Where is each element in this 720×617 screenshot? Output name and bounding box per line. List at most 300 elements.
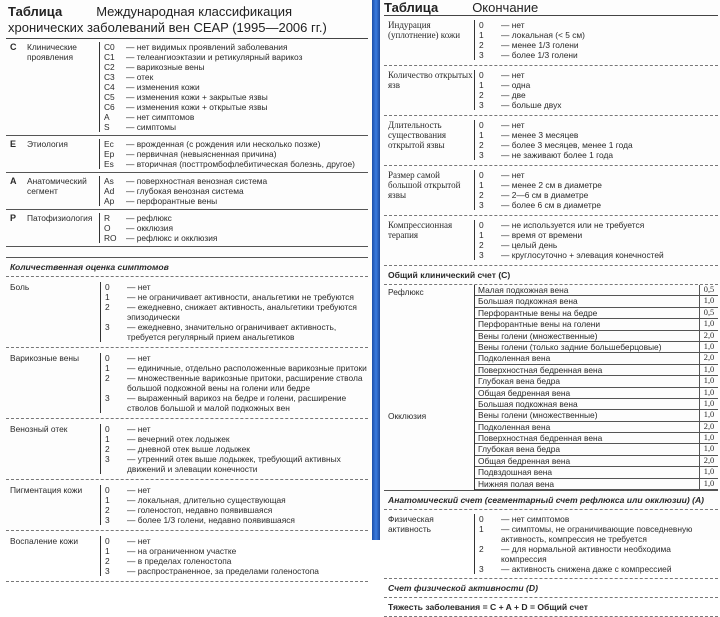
item-code: 1 (479, 30, 484, 40)
item-code: Ad (104, 186, 115, 196)
item-text: — изменения кожи (126, 82, 200, 92)
classification-row (6, 173, 368, 210)
list-item (105, 292, 368, 302)
item-text: — ежедневно, снижает активность, анальгетики требуются эпизодически (127, 302, 357, 322)
item-code: 0 (105, 353, 110, 363)
score-name: Подвздошная вена (478, 467, 553, 478)
item-code: 3 (105, 393, 110, 403)
item-code: C0 (104, 42, 115, 52)
section-heading: Анатомический счет (сегментарный счет рефлюкса или окклюзии) (A) (384, 490, 718, 510)
item-list (475, 70, 718, 110)
score-name: Нижняя полая вена (478, 478, 555, 489)
list-item (105, 444, 368, 454)
left-page (0, 0, 372, 576)
item-text: — 2—6 см в диаметре (501, 190, 589, 200)
symptom-row (384, 116, 718, 166)
list-item (479, 150, 718, 160)
item-text: — изменения кожи + закрытые язвы (126, 92, 268, 102)
item-list (475, 120, 718, 160)
item-text: — симптомы, не ограничивающие повседневную активность, компрессия не требуется (501, 524, 693, 545)
list-item (104, 122, 368, 132)
item-text: — варикозные вены (126, 62, 205, 72)
score-row (475, 285, 718, 296)
list-item (479, 230, 718, 240)
list-item (479, 30, 718, 40)
item-text: — менее 1/3 голени (501, 40, 579, 50)
score-name: Большая подкожная вена (478, 296, 578, 307)
list-item (105, 454, 368, 474)
symptom-row (384, 216, 718, 266)
score-value: 0,5 (699, 308, 718, 318)
score-name: Поверхностная бедренная вена (478, 364, 603, 375)
item-code: 2 (479, 544, 484, 555)
item-code: 1 (479, 230, 484, 240)
score-name: Перфорантные вены на голени (478, 319, 601, 330)
item-text: — вторичная (посттромбофлебитическая болезнь, другое) (126, 159, 355, 169)
score-row (475, 410, 718, 421)
item-code: RO (104, 233, 117, 243)
score-value: 1,0 (699, 319, 718, 329)
item-code: C5 (104, 92, 115, 102)
item-list (100, 139, 368, 169)
list-item (104, 139, 368, 149)
item-text: — две (501, 90, 526, 100)
symptom-row (6, 480, 368, 531)
item-code: 3 (105, 515, 110, 525)
item-code: R (104, 213, 111, 223)
item-text: — не используется или не требуется (501, 220, 645, 230)
item-code: 1 (105, 292, 110, 302)
list-item (104, 102, 368, 112)
item-text: — нет (501, 20, 525, 30)
score-value: 1,0 (699, 444, 718, 454)
item-code: As (104, 176, 114, 186)
section-heading: Счет физической активности (D) (384, 579, 718, 598)
score-row (475, 433, 718, 444)
list-item (479, 220, 718, 230)
class-label: Этиология (24, 139, 100, 169)
score-group (384, 399, 718, 490)
item-code: 1 (105, 434, 110, 444)
score-row (475, 422, 718, 433)
score-row (475, 353, 718, 364)
list-item (479, 90, 718, 100)
symptom-label: Боль (6, 282, 101, 342)
list-item (105, 556, 368, 566)
item-text: — нет (501, 120, 525, 130)
score-row (475, 308, 718, 319)
item-code: 2 (479, 240, 484, 250)
item-text: — время от времени (501, 230, 583, 240)
section-heading: Тяжесть заболевания = C + A + D = Общий счет (384, 598, 718, 617)
score-value: 2,0 (699, 422, 718, 432)
symptom-label: Количество открытых язв (384, 70, 475, 110)
score-row (475, 319, 718, 330)
list-item (105, 424, 368, 434)
left-title (8, 4, 368, 36)
item-text: — менее 2 см в диаметре (501, 180, 602, 190)
symptom-label: Размер самой большой открытой язвы (384, 170, 475, 210)
score-value: 2,0 (699, 331, 718, 341)
item-code: C3 (104, 72, 115, 82)
item-code: C1 (104, 52, 115, 62)
class-letter: E (10, 139, 17, 149)
score-name: Глубокая вена бедра (478, 376, 561, 387)
item-text: — менее 3 месяцев (501, 130, 579, 140)
class-label: Клинические проявления (24, 42, 100, 132)
symptom-label: Воспаление кожи (6, 536, 101, 576)
item-code: 1 (479, 130, 484, 140)
item-text: — рефлюкс и окклюзия (126, 233, 218, 243)
item-text: — нет (127, 424, 151, 434)
item-code: 3 (479, 100, 484, 110)
score-table-body (474, 399, 718, 490)
score-group-label: Окклюзия (388, 410, 427, 421)
list-item (105, 495, 368, 505)
item-text: — нет симптомов (501, 514, 570, 525)
classification-row (6, 39, 368, 136)
list-item (104, 233, 368, 243)
score-row (475, 296, 718, 307)
list-item (479, 40, 718, 50)
symptom-label: Пигментация кожи (6, 485, 101, 525)
item-list (101, 536, 368, 576)
list-item (479, 50, 718, 60)
item-code: 0 (479, 70, 484, 80)
list-item (105, 302, 368, 322)
item-code: 3 (479, 200, 484, 210)
item-code: 3 (479, 564, 484, 575)
item-code: 0 (479, 20, 484, 30)
score-name: Глубокая вена бедра (478, 444, 561, 455)
right-page (380, 0, 720, 613)
item-text: — отек (126, 72, 154, 82)
score-value: 2,0 (699, 456, 718, 466)
item-code: 1 (105, 363, 110, 373)
item-text: — окклюзия (126, 223, 174, 233)
item-list (101, 485, 368, 525)
item-text: — нет (127, 353, 151, 363)
item-list (474, 514, 718, 574)
class-letter: P (10, 213, 17, 223)
score-group (384, 285, 718, 399)
symptom-row (384, 166, 718, 216)
item-code: 1 (105, 546, 110, 556)
item-text: — нет симптомов (126, 112, 195, 122)
item-text: — телеангиоэктазии и ретикулярный варикоз (126, 52, 303, 62)
classification-table (6, 38, 368, 582)
item-text: — нет (127, 536, 151, 546)
list-item (104, 196, 368, 206)
score-value: 1,0 (699, 410, 718, 420)
list-item (104, 82, 368, 92)
list-item (105, 485, 368, 495)
score-name: Вены голени (множественные) (478, 410, 598, 421)
item-text: — ежедневно, значительно ограничивает активность, требуется регулярный прием анальгетиков (127, 322, 337, 342)
list-item (104, 42, 368, 52)
list-item (479, 544, 718, 564)
symptom-row (6, 531, 368, 582)
item-text: — единичные, отдельно расположенные варикозные притоки (127, 363, 367, 373)
list-item (105, 505, 368, 515)
item-code: O (104, 223, 111, 233)
list-item (479, 514, 718, 524)
list-item (479, 120, 718, 130)
item-text: — более 3 месяцев, менее 1 года (501, 140, 633, 150)
item-code: C4 (104, 82, 115, 92)
list-item (104, 176, 368, 186)
symptom-row (6, 277, 368, 348)
list-item (105, 373, 368, 393)
list-item (104, 186, 368, 196)
item-text: — не заживают более 1 года (501, 150, 614, 160)
item-code: 2 (479, 40, 484, 50)
item-code: 2 (479, 140, 484, 150)
item-code: C6 (104, 102, 115, 112)
score-value: 1,0 (699, 433, 718, 443)
item-text: — рефлюкс (126, 213, 172, 223)
list-item (105, 393, 368, 413)
activity-label: Физическая активность (388, 514, 434, 535)
list-item (104, 213, 368, 223)
class-label: Патофизиология (24, 213, 100, 243)
score-value: 1,0 (699, 376, 718, 386)
score-row (475, 456, 718, 467)
list-item (479, 140, 718, 150)
score-row (475, 444, 718, 455)
item-text: — выраженный варикоз на бедре и голени, расширение стволов большой и малой подкожных вен (127, 393, 347, 413)
item-code: 1 (479, 80, 484, 90)
item-code: 3 (105, 322, 110, 332)
item-text: — целый день (501, 240, 558, 250)
item-text: — врожденная (с рождения или несколько позже) (126, 139, 321, 149)
symptom-row (6, 348, 368, 419)
list-item (104, 92, 368, 102)
score-name: Поверхностная бедренная вена (478, 433, 603, 444)
item-code: 1 (105, 495, 110, 505)
item-text: — нет (501, 170, 525, 180)
score-row (475, 376, 718, 387)
symptom-label: Венозный отек (6, 424, 101, 474)
list-item (479, 250, 718, 260)
symptom-label: Длительность существования открытой язвы (384, 120, 475, 160)
item-text: — одна (501, 80, 531, 90)
symptom-row (384, 66, 718, 116)
list-item (479, 524, 718, 544)
score-group-label: Рефлюкс (388, 287, 424, 297)
list-item (105, 566, 368, 576)
item-code: 0 (105, 282, 110, 292)
list-item (105, 536, 368, 546)
page-divider (372, 0, 380, 540)
item-text: — не ограничивает активности, анальгетики не требуются (127, 292, 354, 302)
score-value: 2,0 (699, 353, 718, 363)
item-text: — на ограниченном участке (127, 546, 237, 556)
item-code: 0 (105, 485, 110, 495)
score-row (475, 388, 718, 399)
item-text: — дневной отек выше лодыжек (127, 444, 250, 454)
right-title (384, 0, 538, 16)
list-item (104, 52, 368, 62)
item-code: Es (104, 159, 114, 169)
item-text: — вечерний отек лодыжек (127, 434, 230, 444)
list-item (105, 515, 368, 525)
item-code: Ap (104, 196, 115, 206)
section-heading: Количественная оценка симптомов (6, 257, 368, 277)
item-code: 0 (479, 120, 484, 130)
item-text: — локальная, длительно существующая (127, 495, 286, 505)
score-name: Общая бедренная вена (478, 387, 571, 398)
item-text: — активность снижена даже с компрессией (501, 564, 672, 575)
score-table-body (474, 285, 718, 399)
list-item (105, 434, 368, 444)
item-text: — нет видимых проявлений заболевания (126, 42, 288, 52)
item-text: — симптомы (126, 122, 177, 132)
list-item (479, 130, 718, 140)
item-text: — утренний отек выше лодыжек, требующий активных движений и элевации конечности (127, 454, 341, 474)
score-name: Вены голени (только задние большеберцовые) (478, 341, 662, 352)
list-item (105, 546, 368, 556)
item-code: A (104, 112, 110, 122)
symptom-label: Варикозные вены (6, 353, 101, 413)
item-code: 2 (105, 556, 110, 566)
item-code: 2 (479, 90, 484, 100)
item-text: — более 1/3 голени (501, 50, 578, 60)
list-item (104, 112, 368, 122)
item-code: 1 (479, 180, 484, 190)
list-item (105, 322, 368, 342)
score-value: 1,0 (699, 467, 718, 477)
score-value: 0,5 (699, 285, 718, 295)
list-item (104, 223, 368, 233)
score-row (475, 399, 718, 410)
symptom-label: Компрессионная терапия (384, 220, 475, 260)
item-code: 0 (479, 514, 484, 525)
score-value: 1,0 (699, 399, 718, 409)
list-item (479, 80, 718, 90)
item-text: — первичная (невыясненная причина) (126, 149, 277, 159)
item-code: 3 (479, 150, 484, 160)
item-text: — распространенное, за пределами голеностопа (127, 566, 319, 576)
list-item (479, 70, 718, 80)
score-name: Большая подкожная вена (478, 398, 578, 409)
score-name: Перфорантные вены на бедре (478, 307, 598, 318)
score-name: Вены голени (множественные) (478, 330, 598, 341)
symptom-row (6, 419, 368, 480)
list-item (479, 180, 718, 190)
list-item (479, 20, 718, 30)
symptom-row (384, 16, 718, 66)
score-name: Подколенная вена (478, 353, 551, 364)
table-caption-end: Окончание (472, 0, 539, 15)
item-code: 0 (479, 170, 484, 180)
list-item (479, 240, 718, 250)
item-code: 3 (105, 454, 110, 464)
item-list (475, 20, 718, 60)
class-letter: A (10, 176, 17, 186)
score-table (384, 15, 718, 617)
score-name: Общая бедренная вена (478, 455, 571, 466)
item-text: — глубокая венозная система (126, 186, 244, 196)
item-code: 0 (105, 424, 110, 434)
item-text: — перфорантные вены (126, 196, 218, 206)
item-text: — в пределах голеностопа (127, 556, 232, 566)
score-row (475, 479, 718, 490)
list-item (479, 200, 718, 210)
item-list (101, 282, 368, 342)
item-code: 3 (479, 50, 484, 60)
item-list (100, 42, 368, 132)
item-text: — больше двух (501, 100, 562, 110)
item-text: — нет (127, 485, 151, 495)
item-code: S (104, 122, 110, 132)
score-name: Подколенная вена (478, 421, 551, 432)
score-value: 1,0 (699, 342, 718, 352)
list-item (479, 170, 718, 180)
table-label: Таблица (8, 4, 63, 19)
item-code: 2 (105, 302, 110, 312)
item-code: 2 (105, 505, 110, 515)
class-label: Анатомический сегмент (24, 176, 100, 206)
item-list (101, 353, 368, 413)
score-value: 1,0 (699, 479, 718, 489)
score-value: 1,0 (699, 365, 718, 375)
list-item (104, 149, 368, 159)
activity-row (384, 510, 718, 579)
item-code: 1 (479, 524, 484, 535)
symptom-label: Индурация (уплотнение) кожи (384, 20, 475, 60)
item-text: — голеностоп, недавно появившаяся (127, 505, 273, 515)
list-item (479, 564, 718, 574)
score-row (475, 365, 718, 376)
score-row (475, 342, 718, 353)
item-text: — изменения кожи + открытые язвы (126, 102, 268, 112)
class-letter: C (10, 42, 17, 52)
item-code: C2 (104, 62, 115, 72)
item-list (475, 170, 718, 210)
score-name: Малая подкожная вена (478, 285, 569, 295)
item-text: — поверхностная венозная система (126, 176, 268, 186)
list-item (104, 159, 368, 169)
item-text: — нет (501, 70, 525, 80)
list-item (104, 62, 368, 72)
item-code: 2 (105, 444, 110, 454)
list-item (479, 190, 718, 200)
classification-row (6, 136, 368, 173)
item-code: 0 (479, 220, 484, 230)
item-text: — более 1/3 голени, недавно появившаяся (127, 515, 295, 525)
score-row (475, 331, 718, 342)
list-item (105, 363, 368, 373)
item-text: — для нормальной активности необходима компрессия (501, 544, 671, 565)
item-code: 3 (105, 566, 110, 576)
item-text: — множественные варикозные притоки, расширение ствола большой подкожной вены на голени или бедре (127, 373, 363, 393)
score-value: 1,0 (699, 296, 718, 306)
list-item (479, 100, 718, 110)
list-item (104, 72, 368, 82)
list-item (105, 282, 368, 292)
item-text: — нет (127, 282, 151, 292)
item-code: Ec (104, 139, 114, 149)
item-list (100, 213, 368, 243)
item-list (100, 176, 368, 206)
item-code: Ep (104, 149, 115, 159)
item-text: — локальная (< 5 см) (501, 30, 585, 40)
item-code: 3 (479, 250, 484, 260)
classification-row (6, 210, 368, 247)
section-heading: Общий клинический счет (C) (384, 266, 718, 285)
item-code: 0 (105, 536, 110, 546)
